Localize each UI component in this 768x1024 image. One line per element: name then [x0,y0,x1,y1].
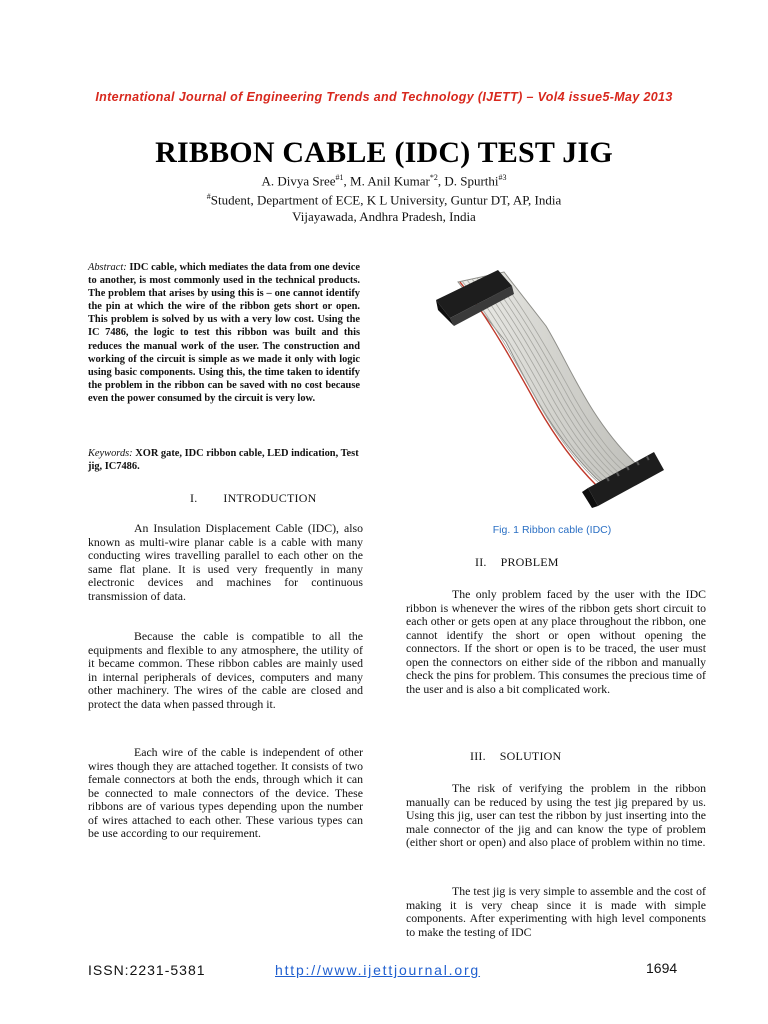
abstract [88,261,360,405]
footer-journal-link[interactable]: http://www.ijettjournal.org [275,962,481,978]
paragraph-text: The only problem faced by the user with the IDC ribbon is whenever the wires of the ribbon gets short circuit to each other or gets open at any place throughout the ribbon, one cannot identify the short or open without opening the connectors. If the short or open is to be traced, the user must open the connectors on either side of the ribbon and manually check the pins for problem. This consumes the precious time of the user and is also a bit complicated work. [406,587,706,696]
author-1-sup: #1 [335,173,344,182]
ribbon-cable-image [420,256,680,516]
paper-title: RIBBON CABLE (IDC) TEST JIG [155,136,613,169]
solution-paragraph-2 [406,885,706,939]
author-separator: , [437,173,445,189]
abstract-label: Abstract: [88,262,127,273]
section-title: SOLUTION [499,749,562,763]
paragraph-text: An Insulation Displacement Cable (IDC), also known as multi-wire planar cable is a cable with many conducting wires travelling parallel to each other on the same flat plane. It is used very frequently in many electronic devices and machines for continuous transmission of data. [88,521,363,603]
section-number: III. [470,749,486,763]
affiliation [0,189,768,208]
intro-paragraph-2 [88,630,363,711]
intro-paragraph-3 [88,746,363,841]
keywords-label: Keywords: [88,448,133,459]
solution-paragraph-1 [406,782,706,850]
footer-issn: ISSN:2231-5381 [88,962,206,978]
author-2: M. Anil Kumar [350,173,430,189]
keywords-text: XOR gate, IDC ribbon cable, LED indication, Test jig, IC7486. [88,448,359,473]
author-1: A. Divya Sree [261,173,336,189]
abstract-text: IDC cable, which mediates the data from one device to another, is most commonly used in the technical products. The problem that arises by using this is – one cannot identify the pin at which the wire of the ribbon gets short or open. This problem is solved by us with a very low cost. Using the IC 7486, the logic to test this ribbon was built and this reduces the manual work of the user. The construction and working of the circuit is simple as we made it only with logic using basic components. Using this, the time taken to identify the problem in the ribbon can be saved with no cost because even the power consumed by the circuit is very low. [88,262,360,404]
section-heading-problem [475,555,559,570]
author-3-sup: #3 [498,173,507,182]
figure-ribbon-cable [420,256,680,516]
intro-paragraph-1 [88,522,363,603]
author-2-sup: *2 [429,173,438,182]
paragraph-text: The risk of verifying the problem in the ribbon manually can be reduced by using the test jig prepared by us. Using this jig, user can test the ribbon by just inserting into the male connector of the jig and can know the type of problem (either short or open) and also place of problem within no time. [406,781,706,849]
section-number: II. [475,555,487,569]
section-title: PROBLEM [500,555,559,569]
footer-page-number: 1694 [646,960,678,976]
paragraph-text: Because the cable is compatible to all the equipments and flexible to any atmosphere, the utility of it became common. These ribbon cables are mainly used in internal peripherals of devices, computers and many other machinery. The wires of the cable are closed and protect the data when passed through it. [88,629,363,711]
section-heading-introduction [190,491,316,506]
author-separator: , [343,173,351,189]
section-heading-solution [470,749,561,764]
affiliation-sup: # [206,192,211,202]
figure-caption: Fig. 1 Ribbon cable (IDC) [492,524,612,536]
paragraph-text: The test jig is very simple to assemble and the cost of making it is very cheap since it is made with simple components. After experimenting with high level components to make the testing of IDC [406,884,706,939]
keywords [88,447,360,473]
paragraph-text: Each wire of the cable is independent of other wires though they are attached together. It consists of two female connectors at both the ends, through which it can be connected to male connectors of the device. These ribbons are of various types depending upon the number of wires attached to each other. These various types can be use according to our requirement. [88,745,363,840]
section-title: INTRODUCTION [223,491,317,505]
affiliation-text: Student, Department of ECE, K L University, Guntur DT, AP, India [210,192,562,208]
affiliation-location: Vijayawada, Andhra Pradesh, India [292,208,476,224]
section-number: I. [190,491,198,505]
author-block [0,170,768,225]
author-3: D. Spurthi [444,173,499,189]
journal-header: International Journal of Engineering Trends and Technology (IJETT) – Vol4 issue5-May 2013 [95,90,673,104]
problem-paragraph-1 [406,588,706,696]
